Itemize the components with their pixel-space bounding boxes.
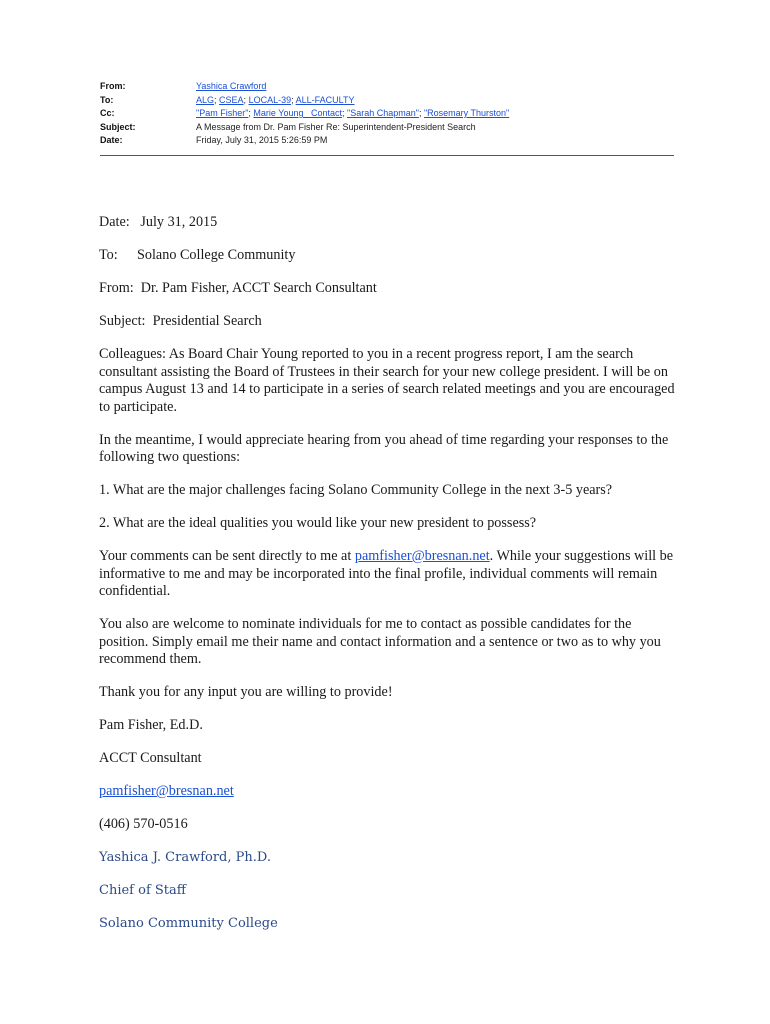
paragraph-intro: Colleagues: As Board Chair Young reported to you in a recent progress report, I am the search consultant assisting the Board of Trustees in their search for your new college president. I will be on campus August 13 and 14 to participate in a series of search related meetings and you are encouraged to participate. — [99, 346, 675, 415]
cc-recipient-link[interactable]: "Pam Fisher" — [196, 108, 249, 118]
paragraph-nominate: You also are welcome to nominate individuals for me to contact as possible candidates for the position. Simply email me their name and contact information and a sentence or two as to why you recommend them. — [99, 616, 661, 667]
cc-recipient-link[interactable]: "Rosemary Thurston" — [423, 108, 510, 118]
sender-signature-name: Yashica J. Crawford, Ph.D. — [99, 850, 271, 865]
paragraph-thanks: Thank you for any input you are willing to provide! — [99, 684, 393, 700]
date-value: Friday, July 31, 2015 5:26:59 PM — [196, 135, 328, 145]
paragraph-comments: Your comments can be sent directly to me at pamfisher@bresnan.net. While your suggestions will be informative to me and may be incorporated into the final profile, individual comments will remain confidential. — [99, 548, 674, 599]
subject-label: Subject: — [100, 121, 136, 132]
question-2: 2. What are the ideal qualities you would like your new president to possess? — [99, 515, 537, 531]
header-from-row — [100, 80, 674, 94]
to-recipient-link[interactable]: CSEA — [219, 94, 244, 105]
to-label: To: — [100, 94, 114, 105]
header-divider — [100, 155, 674, 156]
cc-recipient-link[interactable]: "Sarah Chapman" — [347, 108, 419, 118]
header-to-row: To: ALG; CSEA; LOCAL-39; ALL-FACULTY — [100, 94, 674, 108]
sender-signature-title: Chief of Staff — [99, 883, 187, 898]
to-recipient-link[interactable]: ALG — [196, 94, 215, 105]
subject-value: A Message from Dr. Pam Fisher Re: Superintendent-President Search — [196, 121, 476, 132]
question-1: 1. What are the major challenges facing Solano Community College in the next 3-5 years? — [99, 482, 613, 498]
email-header — [100, 80, 674, 148]
email-link[interactable]: pamfisher@bresnan.net — [354, 548, 490, 564]
header-date-row — [100, 134, 674, 148]
signature-name: Pam Fisher, Ed.D. — [99, 717, 203, 733]
email-body — [99, 214, 679, 948]
from-sender-link[interactable]: Yashica Crawford — [196, 81, 267, 91]
memo-date: Date: July 31, 2015 — [99, 214, 218, 230]
signature-phone: (406) 570-0516 — [99, 816, 188, 832]
header-subject-row — [100, 121, 674, 135]
memo-to: To: Solano College Community — [99, 247, 296, 263]
memo-from: From: Dr. Pam Fisher, ACCT Search Consultant — [99, 280, 377, 296]
from-label: From: — [100, 81, 126, 91]
sender-signature-org: Solano Community College — [99, 916, 278, 931]
header-cc-row: Cc: "Pam Fisher"; Marie Young Contact; "Sarah Chapman"; "Rosemary Thurston" — [100, 107, 674, 121]
paragraph-questions-intro: In the meantime, I would appreciate hearing from you ahead of time regarding your responses to the following two questions: — [99, 431, 669, 465]
to-recipient-link[interactable]: LOCAL-39 — [248, 94, 292, 105]
cc-recipient-link[interactable]: Marie Young Contact — [253, 108, 342, 118]
date-label: Date: — [100, 135, 123, 145]
signature-email — [99, 783, 679, 801]
memo-subject: Subject: Presidential Search — [99, 313, 262, 329]
to-recipient-link[interactable]: ALL-FACULTY — [295, 94, 355, 105]
signature-title: ACCT Consultant — [99, 750, 202, 766]
signature-email-link[interactable]: pamfisher@bresnan.net — [99, 783, 234, 799]
cc-label: Cc: — [100, 108, 115, 118]
